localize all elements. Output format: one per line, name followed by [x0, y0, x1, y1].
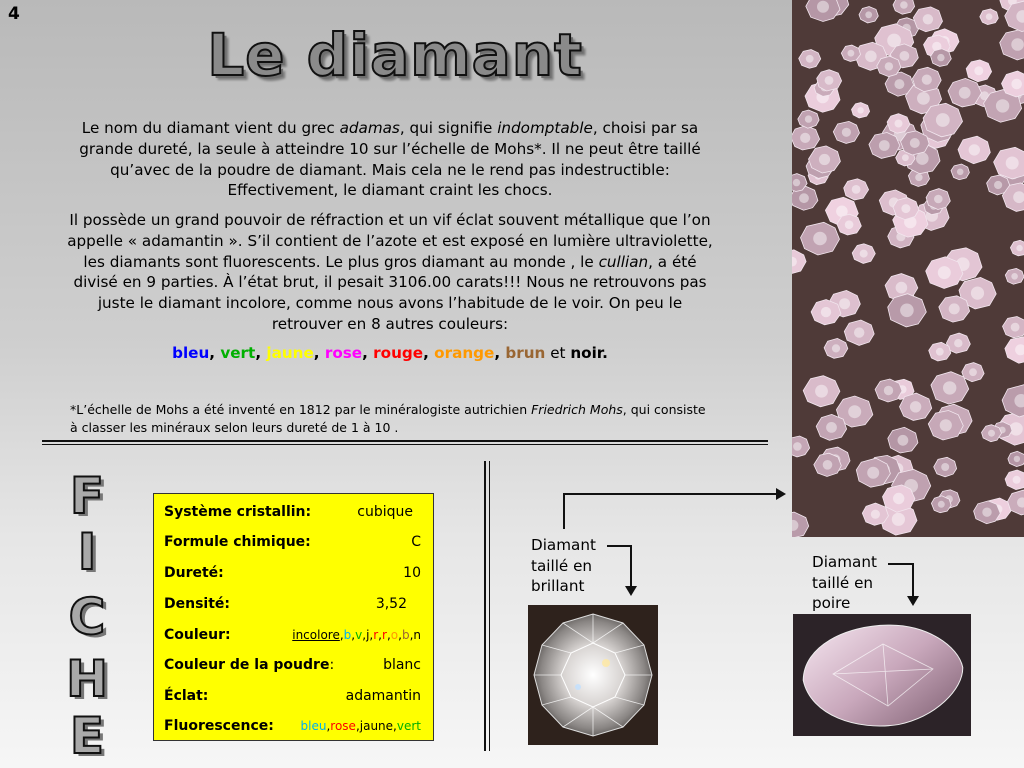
property-label-colon: : [329, 657, 335, 673]
text-run: *L’échelle de Mohs a été inventé en 1812 par le minéralogiste autrichien [70, 402, 532, 417]
gem-highlight [799, 193, 809, 203]
gem-highlight [969, 144, 980, 155]
property-row [164, 716, 421, 736]
gem-highlight [842, 128, 851, 137]
gem-highlight [871, 510, 880, 519]
gem-highlight [865, 11, 872, 18]
property-value: adamantin [345, 688, 421, 704]
gem-highlight [900, 1, 908, 9]
gem-highlight [910, 138, 920, 148]
italic-term: Friedrich Mohs [531, 402, 623, 417]
separator: , [362, 344, 374, 362]
gem-highlight [1006, 157, 1019, 170]
arrow-right-icon [776, 488, 786, 500]
vertical-divider [484, 461, 486, 751]
gem-highlight [900, 304, 914, 318]
gem-highlight [1011, 79, 1022, 90]
brilliant-cut-photo [528, 605, 658, 745]
color-abbrev: r [373, 628, 379, 642]
property-row [164, 502, 421, 522]
gem-highlight [969, 368, 977, 376]
property-label: Dureté: [164, 565, 224, 581]
text-run: , qui signifie [399, 119, 498, 137]
gem-highlight [852, 185, 861, 194]
gem-highlight [982, 508, 991, 517]
gem-highlight [1014, 456, 1020, 462]
divider [42, 440, 768, 442]
fiche-letter: F [69, 467, 105, 525]
color-abbrev: b [401, 628, 410, 642]
gem-highlight [940, 419, 952, 431]
diamonds-photo [792, 0, 1024, 537]
gem-highlight [957, 169, 964, 176]
connector-line [563, 493, 565, 529]
property-value: cubique [357, 504, 413, 520]
gem-highlight [994, 181, 1002, 189]
gem-highlight [1013, 476, 1021, 484]
text-run: Le nom du diamant vient du grec [81, 119, 340, 137]
gem-highlight [901, 204, 910, 213]
gem-highlight [860, 250, 868, 258]
fluorescence-color: , [326, 719, 331, 733]
gem-highlight [938, 266, 951, 279]
gem-highlight [941, 463, 949, 471]
gem-highlight [1011, 38, 1024, 51]
properties-card [153, 493, 434, 741]
gem-highlight [825, 76, 834, 85]
separator: , [362, 628, 367, 642]
divider [42, 444, 768, 445]
property-label: Système cristallin: [164, 504, 312, 520]
gem-highlight [823, 460, 833, 470]
gem-highlight [986, 13, 993, 20]
connector-line [607, 545, 632, 547]
gem-highlight [937, 54, 944, 61]
property-label: Densité: [164, 596, 231, 612]
gem-highlight [934, 195, 943, 204]
fiche-letter: H [66, 650, 108, 708]
color-word: rose [324, 344, 363, 362]
gem-highlight [857, 107, 863, 113]
gem-highlight [895, 120, 903, 128]
gem-highlight [806, 55, 814, 63]
property-label: Fluorescence: [164, 718, 274, 734]
gem-highlight [936, 348, 944, 356]
color-abbrev: j [366, 628, 370, 642]
arrow-down-icon [625, 586, 637, 596]
property-value: blanc [383, 657, 421, 673]
properties-paragraph [62, 210, 718, 335]
gem-highlight [1011, 323, 1020, 332]
separator: , [313, 344, 325, 362]
property-label [164, 655, 334, 675]
caption-poire: Diamant taillé en poire [812, 553, 877, 612]
connector-line [630, 545, 632, 587]
gem-highlight [826, 422, 837, 433]
color-word: noir [570, 344, 603, 362]
separator: . [602, 344, 608, 362]
intro-paragraph [62, 118, 718, 201]
color-word: brun [505, 344, 546, 362]
gem-highlight [923, 14, 933, 24]
separator: , [398, 628, 402, 642]
color-word: jaune [266, 344, 314, 362]
gem-highlight [936, 113, 950, 127]
property-label: Couleur: [164, 627, 231, 643]
property-row [164, 655, 421, 675]
gem-highlight [892, 513, 905, 526]
property-row [164, 532, 421, 552]
gem-highlight [1016, 245, 1022, 251]
gem-highlight [884, 386, 893, 395]
gem-highlight [817, 1, 829, 13]
gem-highlight [1011, 273, 1018, 280]
color-abbrev: r [382, 628, 387, 642]
fiche-letter: C [68, 588, 106, 646]
gem-highlight [805, 115, 812, 122]
footnote [70, 401, 710, 437]
gem-highlight [848, 50, 855, 57]
slide-number: 4 [8, 4, 20, 24]
gem-highlight [893, 493, 904, 504]
color-abbrev: b [343, 628, 352, 642]
gem-highlight [988, 430, 995, 437]
separator: , [339, 628, 344, 642]
connector-line [563, 493, 780, 495]
fluorescence-color: vert [396, 719, 421, 733]
gem-highlight [996, 99, 1009, 112]
page-title: Le diamant [207, 21, 583, 89]
text-run: , choisi par sa grande dureté, la seule à atteindre 10 sur l’échelle de Mohs*. Il ne peut être taillé qu’avec de la poudre de diamant. Mais cela ne le rend pas indestructible: Effectivement, le diamant craint les chocs. [79, 119, 701, 200]
gem-highlight [800, 133, 810, 143]
fiche-letter: I [77, 523, 97, 581]
vertical-divider [489, 461, 490, 751]
separator: et [545, 344, 571, 362]
separator: , [423, 344, 435, 362]
text-run: , qui consiste à classer les minéraux selon leurs dureté de 1 à 10 . [70, 402, 706, 435]
property-value: 3,52 [375, 596, 407, 612]
separator: , [255, 344, 267, 362]
separator: , [378, 628, 382, 642]
color-abbrev: o [390, 628, 399, 642]
separator: , [369, 628, 374, 642]
gem-highlight [819, 154, 830, 165]
fluorescence-color: ,jaune, [355, 719, 397, 733]
color-abbrev: incolore [292, 628, 340, 642]
gem-highlight [898, 435, 909, 446]
gem-highlight [896, 282, 908, 294]
connector-line [888, 563, 914, 565]
gem-highlight [910, 401, 921, 412]
pear-cut-photo [793, 614, 971, 736]
gem-highlight [959, 87, 971, 99]
gem-highlight [922, 75, 932, 85]
gem-highlight [943, 381, 956, 394]
gem-highlight [879, 140, 890, 151]
gem-highlight [815, 385, 828, 398]
pear-diamond-image [793, 614, 971, 736]
gem-highlight [832, 344, 840, 352]
gem-highlight [938, 501, 945, 508]
gem-highlight [915, 174, 922, 181]
gem-highlight [793, 179, 800, 186]
property-row [164, 563, 421, 583]
property-row [164, 594, 421, 614]
separator: , [209, 344, 221, 362]
separator: , [351, 628, 356, 642]
caption-brillant: Diamant taillé en brillant [531, 536, 596, 595]
property-value [292, 625, 421, 645]
gem-highlight [854, 327, 864, 337]
property-row [164, 625, 421, 645]
fluorescence-color: rose [330, 719, 356, 733]
gem-highlight [894, 79, 904, 89]
italic-term: adamas [339, 119, 400, 137]
connector-line [912, 563, 914, 596]
colors-list [62, 343, 718, 364]
property-label: Éclat: [164, 688, 209, 704]
property-value [301, 716, 421, 736]
gem-highlight [900, 51, 910, 61]
color-word: bleu [172, 344, 210, 362]
gem-highlight [885, 62, 893, 70]
property-row [164, 686, 421, 706]
fiche-letter: E [69, 707, 105, 765]
brilliant-diamond-image [528, 605, 658, 745]
separator: , [494, 344, 506, 362]
gem-highlight [821, 307, 831, 317]
gem-highlight [902, 154, 909, 161]
property-label-text: Couleur de la poudre [164, 657, 330, 673]
gem-highlight [971, 287, 984, 300]
property-label: Formule chimique: [164, 534, 311, 550]
gem-highlight [848, 405, 861, 418]
gem-highlight [954, 339, 962, 347]
separator: , [409, 628, 414, 642]
property-value: C [411, 534, 421, 550]
diamonds-image [792, 0, 1024, 537]
arrow-down-icon [907, 596, 919, 606]
gem-highlight [916, 152, 929, 165]
gem-highlight [917, 92, 930, 105]
gem-highlight [845, 220, 854, 229]
italic-term: indomptable [497, 119, 593, 137]
gem-highlight [865, 51, 877, 63]
gem-highlight [974, 66, 983, 75]
fluorescence-color: bleu [300, 719, 327, 733]
text-run: , a été divisé en 9 parties. À l’état brut, il pesait 3106.00 carats!!! Nous ne retrouvons pas juste le diamant incolore, comme nous avons l’habitude de le voir. On peu le retrouver en 8 autres couleurs: [73, 252, 707, 333]
color-abbrev: n [413, 628, 421, 642]
color-word: orange [434, 344, 495, 362]
gem-highlight [839, 298, 850, 309]
italic-term: cullian [598, 252, 649, 271]
property-value: 10 [403, 565, 421, 581]
color-word: rouge [373, 344, 424, 362]
gem-highlight [949, 303, 960, 314]
color-word: vert [220, 344, 256, 362]
text-run: Il possède un grand pouvoir de réfraction et un vif éclat souvent métallique que l’on appelle « adamantin ». S’il contient de l’azote et est exposé en lumière ultraviolette, les diamants sont fluorescents. Le plus gros diamant au monde , le [67, 211, 713, 271]
gem-highlight [867, 467, 879, 479]
gem-highlight [813, 232, 827, 246]
gem-highlight [793, 442, 802, 451]
color-abbrev: v [355, 628, 363, 642]
separator: , [386, 628, 391, 642]
